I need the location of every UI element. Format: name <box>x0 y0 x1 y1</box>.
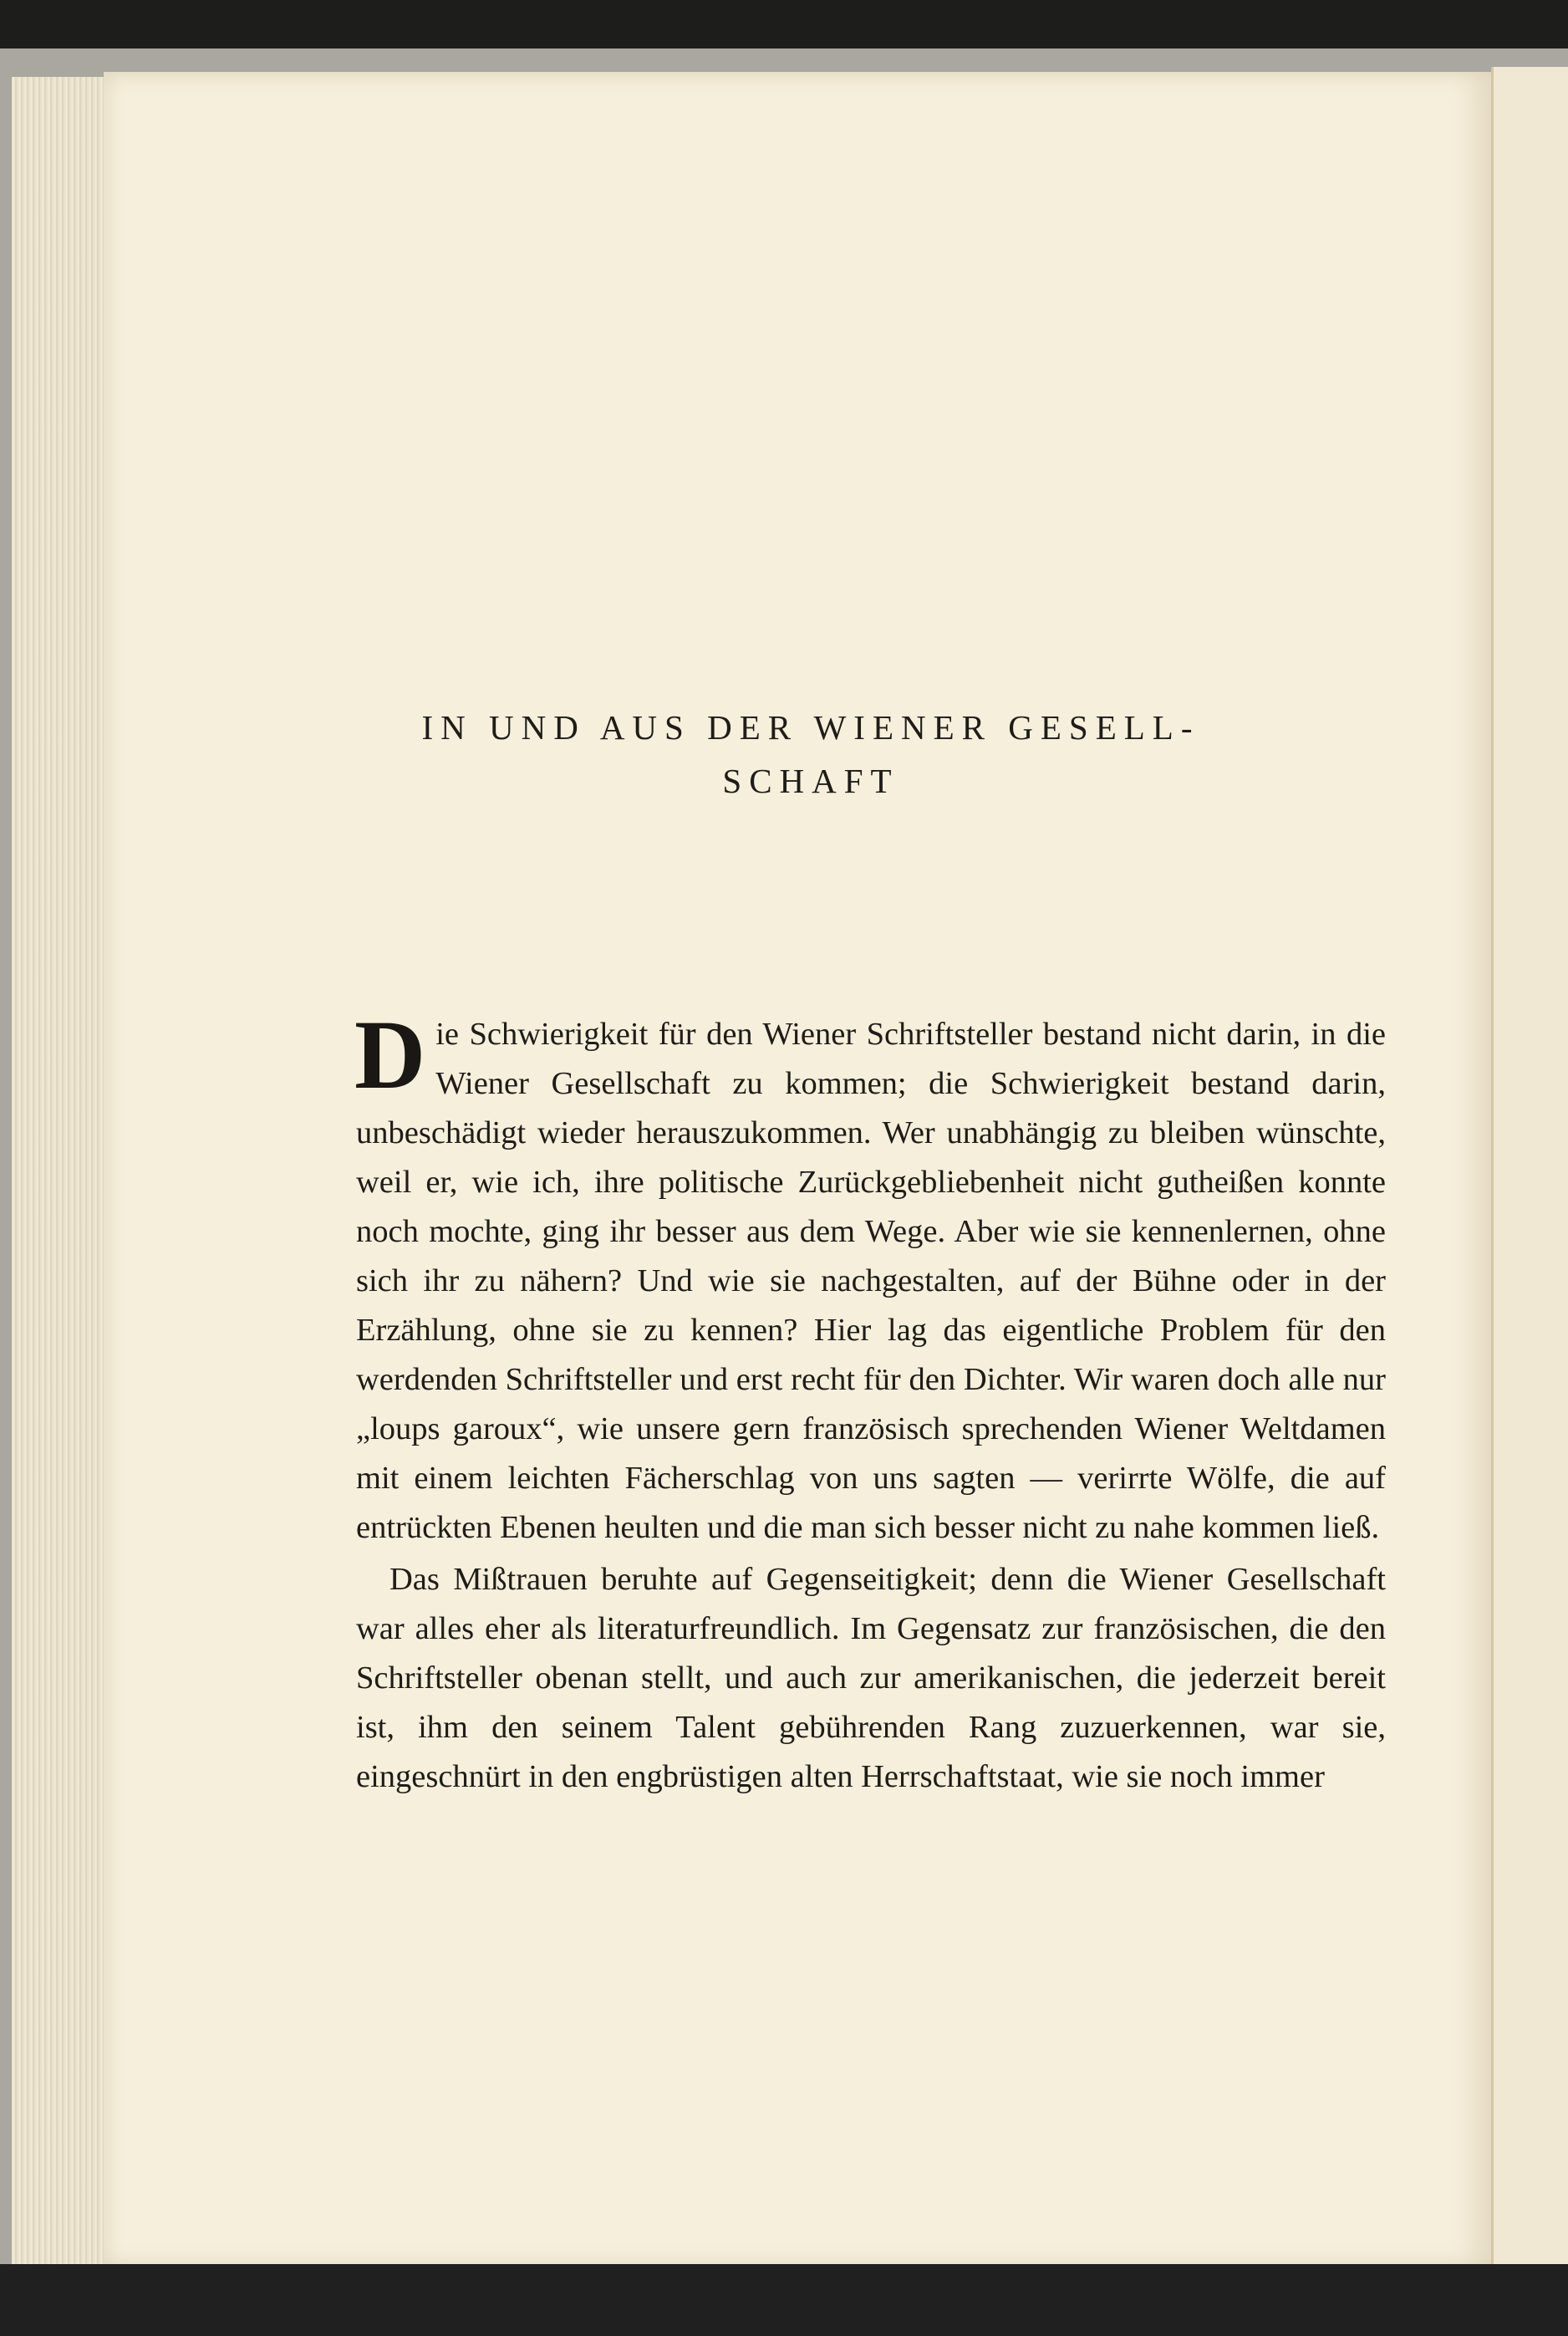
chapter-title-line-2: SCHAFT <box>722 762 899 800</box>
scan-background-bottom <box>0 2264 1568 2336</box>
body-text <box>354 1000 1386 1802</box>
chapter-title-line-1: IN UND AUS DER WIENER GESELL- <box>421 708 1200 747</box>
chapter-title <box>251 701 1371 808</box>
page-edges <box>12 77 107 2271</box>
paragraph-1 <box>354 1000 1386 1553</box>
paragraph-1-text: ie Schwierigkeit für den Wiener Schriftsteller bestand nicht darin, in die Wiener Gesellschaft zu kommen; die Schwierigkeit bestand darin, unbeschädigt wieder herauszukommen. Wer unabhängig zu bleiben wünschte, weil er, wie ich, ihre politische Zurückgebliebenheit nicht gutheißen konnte noch mochte, ging ihr besser aus dem Wege. Aber wie sie kennenlernen, ohne sich ihr zu nähern? Und wie sie nachgestalten, auf der Bühne oder in der Erzählung, ohne sie zu kennen? Hier lag das eigentliche Problem für den werdenden Schriftsteller und erst recht für den Dichter. Wir waren doch alle nur „loups garoux“, wie unsere gern französisch sprechenden Wiener Weltdamen mit einem leichten Fächerschlag von uns sagten — verirrte Wölfe, die auf entrückten Ebenen heulten und die man sich besser nicht zu nahe kommen ließ. <box>356 1017 1386 1545</box>
facing-page-edge <box>1491 67 1568 2269</box>
drop-cap: D <box>354 1000 426 1109</box>
paragraph-2: Das Mißtrauen beruhte auf Gegenseitigkeit; denn die Wiener Gesellschaft war alles eher als literaturfreundlich. Im Gegensatz zur französischen, die den Schriftsteller obenan stellt, und auch zur amerikanischen, die jederzeit bereit ist, ihm den seinem Talent gebührenden Rang zuzuerkennen, war sie, eingeschnürt in den engbrüstigen alten Herrschaftstaat, wie sie noch immer <box>356 1562 1386 1794</box>
